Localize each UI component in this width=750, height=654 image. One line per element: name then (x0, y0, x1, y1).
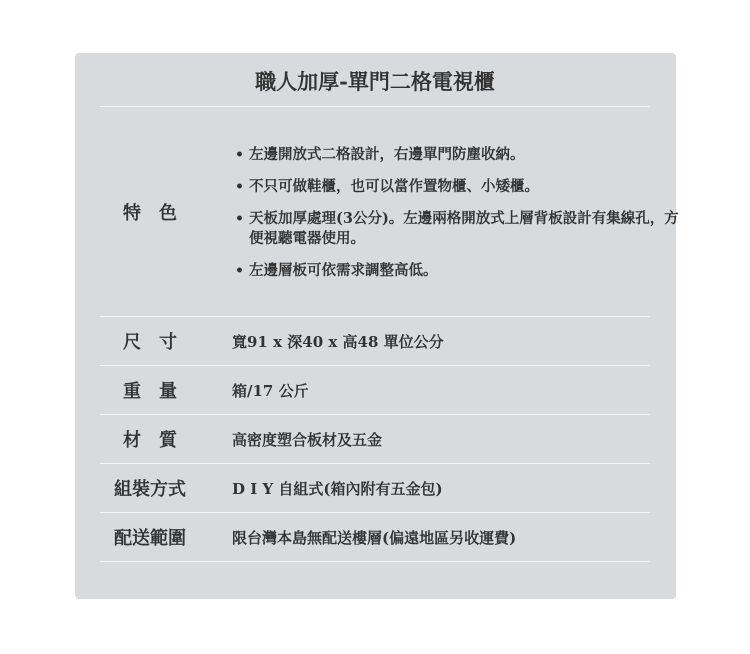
spec-row-material (100, 415, 650, 464)
feature-item: • 左邊開放式二格設計，右邊單門防塵收納。 (235, 145, 689, 165)
spec-row-size (100, 317, 650, 366)
spec-value-delivery: 限台灣本島無配送樓層(偏遠地區另收運費) (232, 528, 517, 547)
spec-label-delivery: 配送範圍 (114, 528, 186, 549)
spec-row-features (100, 107, 679, 317)
feature-item: • 左邊層板可依需求調整高低。 (235, 261, 689, 281)
spec-label-assembly: 組裝方式 (114, 479, 186, 500)
spec-row-assembly (100, 464, 650, 513)
feature-list (235, 145, 689, 293)
spec-value-material: 高密度塑合板材及五金 (232, 430, 383, 449)
spec-value-size: 寬91 x 深40 x 高48 單位公分 (232, 332, 444, 351)
product-spec-card (75, 53, 679, 599)
feature-item: • 天板加厚處理(3公分)。左邊兩格開放式上層背板設計有集線孔，方便視聽電器使用。 (235, 209, 689, 249)
feature-item: • 不只可做鞋櫃，也可以當作置物櫃、小矮櫃。 (235, 177, 689, 197)
spec-label-weight: 重 量 (123, 381, 177, 402)
spec-row-delivery (100, 513, 650, 562)
spec-label-size: 尺 寸 (123, 332, 177, 353)
product-title: 職人加厚-單門二格電視櫃 (100, 53, 650, 107)
spec-value-weight: 箱/17 公斤 (232, 381, 309, 400)
spec-value-assembly: D I Y 自組式(箱內附有五金包) (232, 479, 443, 498)
spec-row-weight (100, 366, 650, 415)
spec-label-features: 特 色 (123, 202, 177, 224)
spec-label-material: 材 質 (123, 430, 177, 451)
